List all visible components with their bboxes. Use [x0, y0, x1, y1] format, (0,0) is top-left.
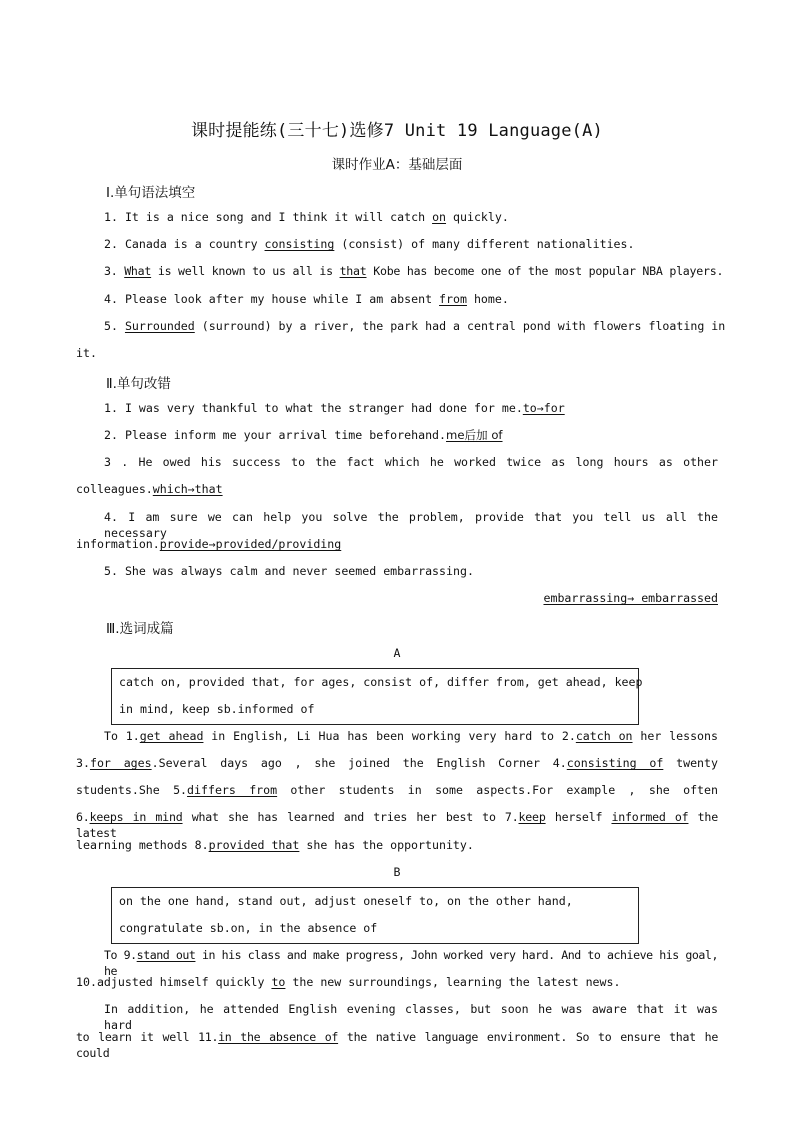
word-bank-a [111, 668, 643, 725]
answer: from [439, 292, 467, 306]
s1-item-5: 5. Surrounded (surround) by a river, the park had a central pond with flowers floating in [104, 319, 726, 333]
answer: provide→provided/providing [159, 537, 342, 551]
passage-a-line-1: To 1.get ahead in English, Li Hua has been working very hard to 2.catch on her lessons [104, 729, 719, 743]
passage-b-line-4: to learn it well 11.in the absence of the native language environment. So to ensure that he could [76, 1030, 718, 1060]
answer: to→for [522, 401, 565, 415]
passage-b-line-1: To 9.stand out in his class and make progress, John worked very hard. And to achieve his goal, he [104, 948, 718, 978]
section3-heading: Ⅲ.选词成篇 [106, 621, 174, 637]
page-title: 课时提能练(三十七)选修7 Unit 19 Language(A) [190, 121, 603, 141]
answer: catch on [575, 729, 633, 743]
answer: provided that [208, 838, 300, 852]
section1-heading: Ⅰ.单句语法填空 [106, 185, 196, 201]
s2-item-3-cont: colleagues.which→that [76, 482, 223, 496]
answer: on [432, 210, 447, 224]
answer: in the absence of [218, 1030, 339, 1044]
passage-b-line-2: 10.adjusted himself quickly to the new surroundings, learning the latest news. [76, 975, 621, 989]
part-a-label: A [393, 646, 401, 660]
section2-heading: Ⅱ.单句改错 [106, 376, 171, 392]
answer: Surrounded [124, 319, 195, 333]
answer: stand out [136, 948, 196, 962]
passage-b-line-3: In addition, he attended English evening classes, but soon he was aware that it was hard [104, 1002, 718, 1032]
s2-item-4: 4. I am sure we can help you solve the problem, provide that you tell us all the necessary [104, 510, 718, 540]
answer: embarrassing→ embarrassed [543, 591, 718, 605]
answer: consisting of [566, 756, 664, 770]
word-bank-b-row-1: on the one hand, stand out, adjust oneself to, on the other hand, [119, 894, 573, 908]
answer: What [124, 264, 152, 278]
word-bank-b [111, 887, 639, 944]
s1-item-5-cont: it. [76, 346, 97, 360]
word-bank-a-row-1: catch on, provided that, for ages, consist of, differ from, get ahead, keep [119, 675, 643, 689]
s2-item-5: 5. She was always calm and never seemed embarrassing. [104, 564, 474, 578]
s1-item-4: 4. Please look after my house while I am absent from home. [104, 292, 509, 306]
answer: for ages [89, 756, 152, 770]
word-bank-a-row-2: in mind, keep sb.informed of [119, 702, 315, 716]
word-bank-b-row-2: congratulate sb.on, in the absence of [119, 921, 378, 935]
s1-item-3: 3. What is well known to us all is that Kobe has become one of the most popular NBA players. [104, 264, 724, 278]
answer: me后加 of [446, 428, 503, 442]
answer: which→that [152, 482, 223, 496]
answer: keeps in mind [89, 810, 183, 824]
passage-a-line-5: learning methods 8.provided that she has the opportunity. [76, 838, 474, 852]
s2-item-1: 1. I was very thankful to what the stranger had done for me.to→for [104, 401, 565, 415]
s2-item-5-answer [76, 590, 718, 606]
answer: to [271, 975, 286, 989]
page-subtitle: 课时作业A：基础层面 [331, 157, 463, 173]
s1-item-1: 1. It is a nice song and I think it will catch on quickly. [104, 210, 509, 224]
s2-item-4-cont: information.provide→provided/providing [76, 537, 342, 551]
passage-a-line-2: 3.for ages.Several days ago , she joined the English Corner 4.consisting of twenty [76, 756, 718, 770]
part-b-label: B [393, 865, 401, 879]
s1-item-2: 2. Canada is a country consisting (consist) of many different nationalities. [104, 237, 635, 251]
s2-item-2: 2. Please inform me your arrival time beforehand.me后加 of [104, 428, 503, 442]
passage-a-line-4: 6.keeps in mind what she has learned and tries her best to 7.keep herself informed of the latest [76, 810, 718, 840]
answer: keep [518, 810, 546, 824]
s2-item-3: 3 . He owed his success to the fact which he worked twice as long hours as other [104, 455, 718, 469]
answer: differs from [187, 783, 278, 797]
answer: get ahead [139, 729, 204, 743]
answer: consisting [264, 237, 335, 251]
answer: informed of [611, 810, 689, 824]
passage-a-line-3: students.She 5.differs from other students in some aspects.For example , she often [76, 783, 718, 797]
answer: that [339, 264, 367, 278]
